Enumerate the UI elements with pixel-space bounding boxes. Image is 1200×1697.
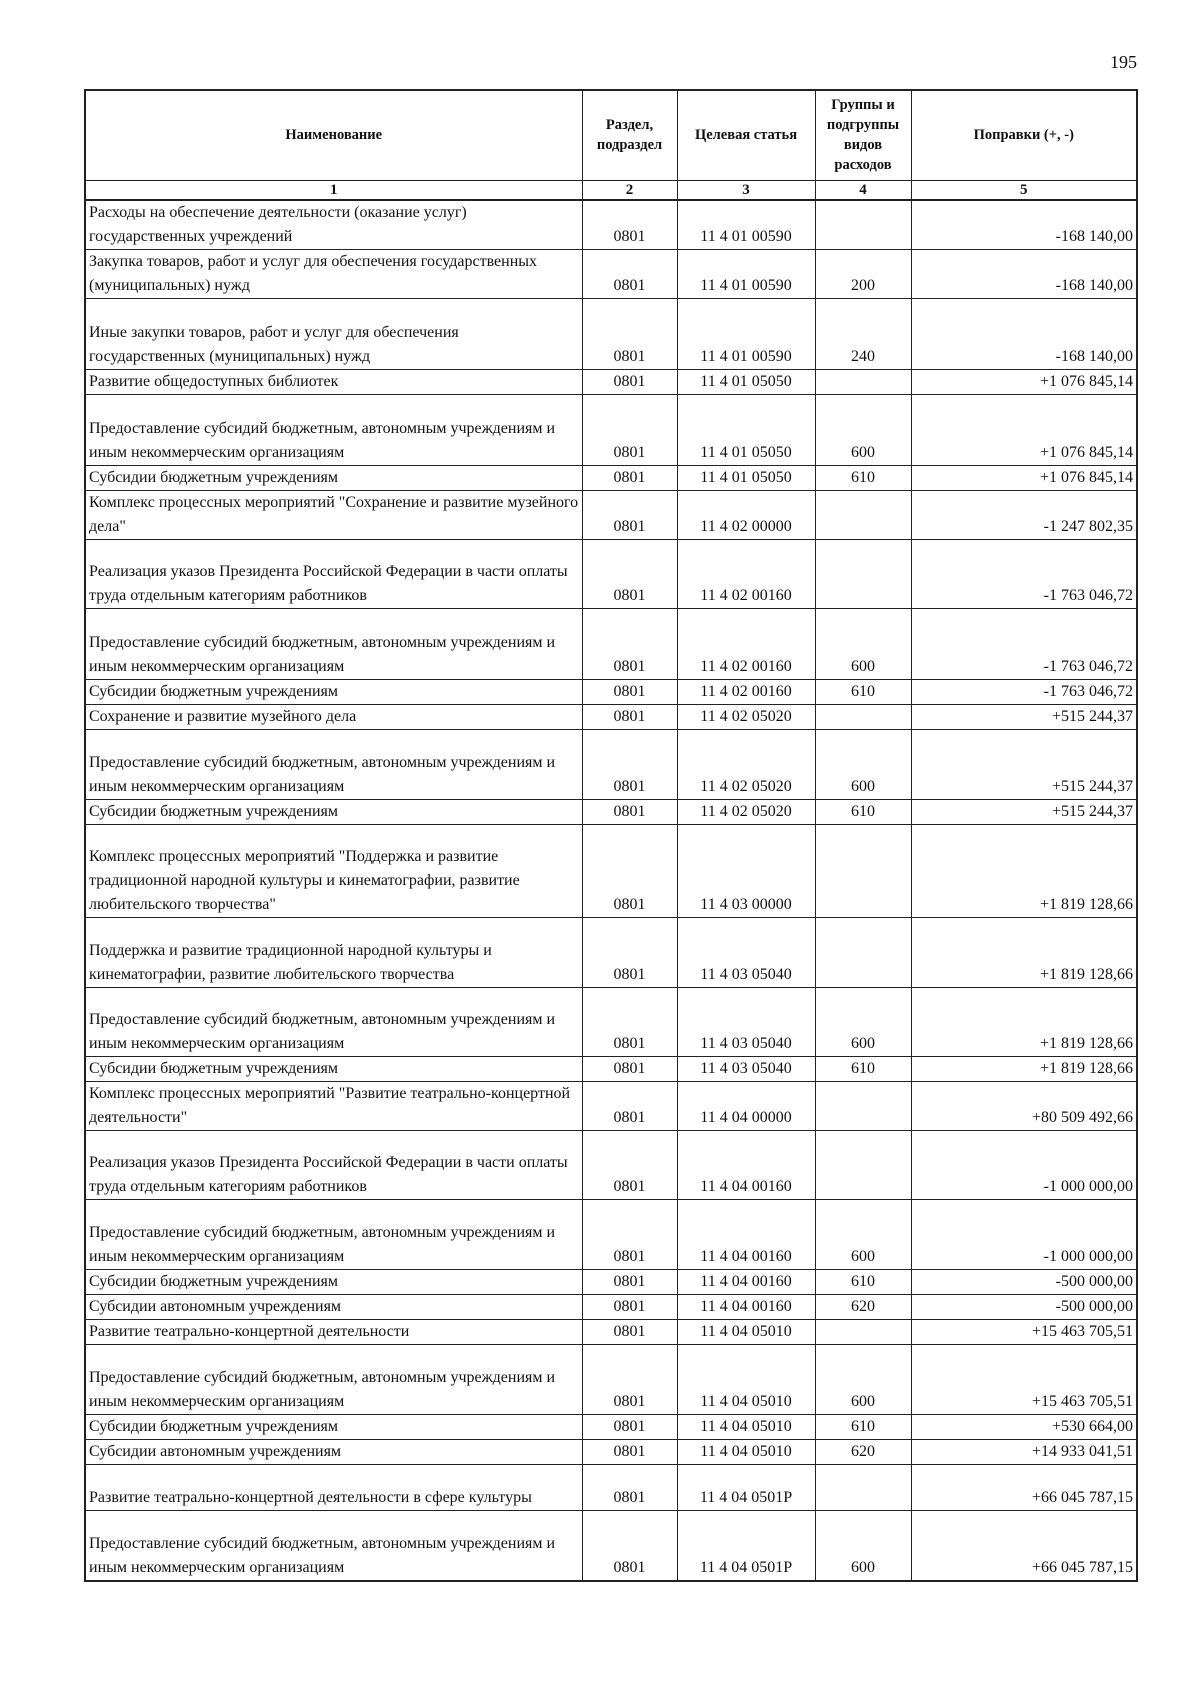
row-section: 0801: [582, 988, 677, 1057]
row-amount: +15 463 705,51: [911, 1320, 1137, 1345]
row-target-article: 11 4 04 05010: [677, 1345, 815, 1415]
row-name: Иные закупки товаров, работ и услуг для обеспечения государственных (муниципальных) нужд: [85, 299, 582, 370]
row-amount: +15 463 705,51: [911, 1345, 1137, 1415]
row-amount: -1 763 046,72: [911, 680, 1137, 705]
row-amount: -1 247 802,35: [911, 491, 1137, 540]
row-section: 0801: [582, 200, 677, 250]
row-expense-group: 610: [815, 1415, 911, 1440]
table-row: [85, 370, 1137, 395]
row-target-article: 11 4 02 05020: [677, 800, 815, 825]
row-target-article: 11 4 01 00590: [677, 250, 815, 299]
row-target-article: 11 4 03 00000: [677, 825, 815, 918]
row-target-article: 11 4 03 05040: [677, 988, 815, 1057]
header-target-article: Целевая статья: [677, 90, 815, 180]
row-name: Предоставление субсидий бюджетным, автономным учреждениям и иным некоммерческим организациям: [85, 988, 582, 1057]
row-expense-group: [815, 825, 911, 918]
row-expense-group: [815, 705, 911, 730]
row-name: Субсидии бюджетным учреждениям: [85, 680, 582, 705]
row-target-article: 11 4 02 05020: [677, 705, 815, 730]
row-amount: +1 076 845,14: [911, 370, 1137, 395]
row-name: Субсидии бюджетным учреждениям: [85, 466, 582, 491]
row-section: 0801: [582, 299, 677, 370]
row-name: Субсидии бюджетным учреждениям: [85, 1057, 582, 1082]
row-section: 0801: [582, 1511, 677, 1581]
table-row: [85, 800, 1137, 825]
row-expense-group: [815, 1131, 911, 1200]
row-target-article: 11 4 04 05010: [677, 1415, 815, 1440]
row-amount: +515 244,37: [911, 800, 1137, 825]
column-number: 3: [677, 180, 815, 200]
row-target-article: 11 4 01 05050: [677, 370, 815, 395]
table-row: [85, 705, 1137, 730]
row-expense-group: [815, 918, 911, 988]
row-name: Предоставление субсидий бюджетным, автономным учреждениям и иным некоммерческим организациям: [85, 1511, 582, 1581]
budget-amendments-table: [84, 89, 1138, 1582]
table-row: [85, 1320, 1137, 1345]
table-row: [85, 395, 1137, 466]
table-row: [85, 680, 1137, 705]
row-name: Реализация указов Президента Российской Федерации в части оплаты труда отдельным категориям работников: [85, 540, 582, 609]
table-row: [85, 1511, 1137, 1581]
header-section: Раздел, подраздел: [582, 90, 677, 180]
row-expense-group: 200: [815, 250, 911, 299]
row-expense-group: 610: [815, 680, 911, 705]
row-name: Комплекс процессных мероприятий "Развитие театрально-концертной деятельности": [85, 1082, 582, 1131]
row-target-article: 11 4 04 00000: [677, 1082, 815, 1131]
row-section: 0801: [582, 1295, 677, 1320]
header-name: Наименование: [85, 90, 582, 180]
table-row: [85, 491, 1137, 540]
table-row: [85, 609, 1137, 680]
row-section: 0801: [582, 1131, 677, 1200]
row-amount: +66 045 787,15: [911, 1511, 1137, 1581]
row-expense-group: [815, 1465, 911, 1511]
row-amount: +515 244,37: [911, 730, 1137, 800]
row-name: Поддержка и развитие традиционной народной культуры и кинематографии, развитие любительского творчества: [85, 918, 582, 988]
row-amount: -500 000,00: [911, 1295, 1137, 1320]
row-target-article: 11 4 02 05020: [677, 730, 815, 800]
row-amount: +1 076 845,14: [911, 395, 1137, 466]
row-amount: +1 076 845,14: [911, 466, 1137, 491]
page-number: 195: [1110, 52, 1137, 72]
row-amount: +1 819 128,66: [911, 825, 1137, 918]
row-amount: +530 664,00: [911, 1415, 1137, 1440]
table-row: [85, 918, 1137, 988]
row-expense-group: 600: [815, 609, 911, 680]
table-row: [85, 1200, 1137, 1270]
table-row: [85, 1082, 1137, 1131]
table-row: [85, 299, 1137, 370]
row-amount: -1 000 000,00: [911, 1131, 1137, 1200]
row-expense-group: 600: [815, 1511, 911, 1581]
header-amendments: Поправки (+, -): [911, 90, 1137, 180]
row-name: Развитие театрально-концертной деятельности в сфере культуры: [85, 1465, 582, 1511]
row-section: 0801: [582, 1082, 677, 1131]
table-row: [85, 730, 1137, 800]
row-section: 0801: [582, 466, 677, 491]
table-row: [85, 1415, 1137, 1440]
table-row: [85, 1057, 1137, 1082]
row-target-article: 11 4 02 00160: [677, 680, 815, 705]
row-expense-group: [815, 1082, 911, 1131]
column-number: 5: [911, 180, 1137, 200]
row-section: 0801: [582, 395, 677, 466]
row-expense-group: [815, 200, 911, 250]
row-expense-group: 620: [815, 1440, 911, 1465]
row-amount: +515 244,37: [911, 705, 1137, 730]
row-expense-group: [815, 540, 911, 609]
table-row: [85, 1440, 1137, 1465]
row-target-article: 11 4 04 05010: [677, 1440, 815, 1465]
column-number: 4: [815, 180, 911, 200]
row-name: Субсидии бюджетным учреждениям: [85, 1270, 582, 1295]
row-expense-group: 610: [815, 1270, 911, 1295]
table-row: [85, 1465, 1137, 1511]
row-amount: +66 045 787,15: [911, 1465, 1137, 1511]
row-amount: +1 819 128,66: [911, 1057, 1137, 1082]
row-section: 0801: [582, 1200, 677, 1270]
row-name: Развитие общедоступных библиотек: [85, 370, 582, 395]
row-target-article: 11 4 04 00160: [677, 1200, 815, 1270]
row-section: 0801: [582, 1440, 677, 1465]
row-name: Субсидии автономным учреждениям: [85, 1440, 582, 1465]
row-amount: -168 140,00: [911, 250, 1137, 299]
row-name: Предоставление субсидий бюджетным, автономным учреждениям и иным некоммерческим организациям: [85, 395, 582, 466]
row-expense-group: [815, 491, 911, 540]
row-section: 0801: [582, 918, 677, 988]
column-number: 1: [85, 180, 582, 200]
row-section: 0801: [582, 1345, 677, 1415]
table-row: [85, 466, 1137, 491]
row-section: 0801: [582, 1057, 677, 1082]
row-section: 0801: [582, 680, 677, 705]
row-amount: -500 000,00: [911, 1270, 1137, 1295]
row-section: 0801: [582, 730, 677, 800]
row-target-article: 11 4 04 05010: [677, 1320, 815, 1345]
row-name: Предоставление субсидий бюджетным, автономным учреждениям и иным некоммерческим организациям: [85, 730, 582, 800]
row-section: 0801: [582, 540, 677, 609]
row-name: Расходы на обеспечение деятельности (оказание услуг) государственных учреждений: [85, 200, 582, 250]
row-section: 0801: [582, 1320, 677, 1345]
row-amount: -1 763 046,72: [911, 540, 1137, 609]
row-name: Комплекс процессных мероприятий "Сохранение и развитие музейного дела": [85, 491, 582, 540]
row-name: Сохранение и развитие музейного дела: [85, 705, 582, 730]
row-target-article: 11 4 04 0501P: [677, 1511, 815, 1581]
row-expense-group: 600: [815, 395, 911, 466]
row-amount: -168 140,00: [911, 200, 1137, 250]
row-name: Комплекс процессных мероприятий "Поддержка и развитие традиционной народной культуры и кинематографии, развитие любительского творчества": [85, 825, 582, 918]
row-expense-group: 600: [815, 1345, 911, 1415]
table-row: [85, 988, 1137, 1057]
row-expense-group: 610: [815, 800, 911, 825]
row-section: 0801: [582, 1415, 677, 1440]
row-expense-group: 610: [815, 1057, 911, 1082]
row-target-article: 11 4 01 00590: [677, 200, 815, 250]
row-expense-group: 600: [815, 1200, 911, 1270]
row-target-article: 11 4 03 05040: [677, 918, 815, 988]
row-amount: +80 509 492,66: [911, 1082, 1137, 1131]
row-target-article: 11 4 04 00160: [677, 1131, 815, 1200]
row-name: Реализация указов Президента Российской Федерации в части оплаты труда отдельным категориям работников: [85, 1131, 582, 1200]
row-name: Предоставление субсидий бюджетным, автономным учреждениям и иным некоммерческим организациям: [85, 609, 582, 680]
row-name: Субсидии бюджетным учреждениям: [85, 1415, 582, 1440]
row-section: 0801: [582, 1465, 677, 1511]
row-section: 0801: [582, 1270, 677, 1295]
row-expense-group: 600: [815, 988, 911, 1057]
row-expense-group: 600: [815, 730, 911, 800]
row-name: Субсидии автономным учреждениям: [85, 1295, 582, 1320]
row-amount: -168 140,00: [911, 299, 1137, 370]
table-row: [85, 200, 1137, 250]
row-target-article: 11 4 01 05050: [677, 395, 815, 466]
table-row: [85, 1270, 1137, 1295]
row-expense-group: 240: [815, 299, 911, 370]
row-amount: +1 819 128,66: [911, 918, 1137, 988]
row-amount: +1 819 128,66: [911, 988, 1137, 1057]
table-row: [85, 540, 1137, 609]
row-amount: -1 763 046,72: [911, 609, 1137, 680]
row-target-article: 11 4 04 00160: [677, 1295, 815, 1320]
table-row: [85, 1131, 1137, 1200]
row-name: Предоставление субсидий бюджетным, автономным учреждениям и иным некоммерческим организациям: [85, 1345, 582, 1415]
row-name: Развитие театрально-концертной деятельности: [85, 1320, 582, 1345]
row-expense-group: 620: [815, 1295, 911, 1320]
row-section: 0801: [582, 609, 677, 680]
table-row: [85, 250, 1137, 299]
row-target-article: 11 4 02 00160: [677, 609, 815, 680]
row-target-article: 11 4 04 00160: [677, 1270, 815, 1295]
row-section: 0801: [582, 800, 677, 825]
row-amount: +14 933 041,51: [911, 1440, 1137, 1465]
table-row: [85, 1345, 1137, 1415]
row-target-article: 11 4 01 00590: [677, 299, 815, 370]
row-target-article: 11 4 02 00160: [677, 540, 815, 609]
row-section: 0801: [582, 825, 677, 918]
row-section: 0801: [582, 250, 677, 299]
row-target-article: 11 4 01 05050: [677, 466, 815, 491]
row-amount: -1 000 000,00: [911, 1200, 1137, 1270]
row-target-article: 11 4 02 00000: [677, 491, 815, 540]
row-expense-group: 610: [815, 466, 911, 491]
row-section: 0801: [582, 370, 677, 395]
row-target-article: 11 4 04 0501P: [677, 1465, 815, 1511]
header-expense-group: Группы и подгруппы видов расходов: [815, 90, 911, 180]
column-number: 2: [582, 180, 677, 200]
row-target-article: 11 4 03 05040: [677, 1057, 815, 1082]
row-expense-group: [815, 1320, 911, 1345]
row-expense-group: [815, 370, 911, 395]
row-section: 0801: [582, 705, 677, 730]
table-row: [85, 825, 1137, 918]
row-name: Субсидии бюджетным учреждениям: [85, 800, 582, 825]
table-row: [85, 1295, 1137, 1320]
row-name: Закупка товаров, работ и услуг для обеспечения государственных (муниципальных) нужд: [85, 250, 582, 299]
row-name: Предоставление субсидий бюджетным, автономным учреждениям и иным некоммерческим организациям: [85, 1200, 582, 1270]
row-section: 0801: [582, 491, 677, 540]
